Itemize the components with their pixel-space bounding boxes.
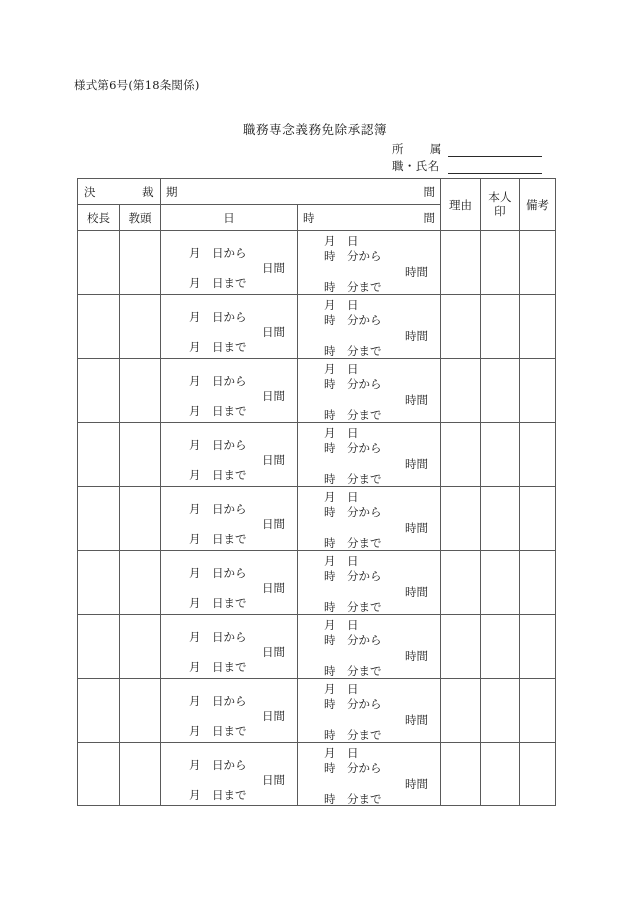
time-date-label: 月 日	[324, 234, 359, 248]
time-count-label: 時間	[405, 393, 428, 407]
time-from-label: 時 分から	[324, 761, 382, 775]
table-head	[78, 179, 556, 231]
cell-personal-seal[interactable]	[481, 295, 520, 359]
time-from-label: 時 分から	[324, 377, 382, 391]
day-to-label: 月 日まで	[189, 660, 247, 674]
time-left-char: 時	[303, 210, 315, 225]
cell-reason[interactable]	[441, 743, 481, 806]
time-to-label: 時 分まで	[324, 664, 382, 678]
cell-remarks[interactable]	[520, 743, 556, 806]
period-days-layout	[161, 295, 297, 358]
cell-remarks[interactable]	[520, 615, 556, 679]
time-date-label: 月 日	[324, 682, 359, 696]
time-count-label: 時間	[405, 521, 428, 535]
time-count-label: 時間	[405, 777, 428, 791]
cell-period-days[interactable]	[161, 615, 298, 679]
period-days-layout	[161, 679, 297, 742]
day-count-label: 日間	[262, 773, 285, 787]
kikan-left-char: 期	[166, 184, 178, 199]
day-count-label: 日間	[262, 645, 285, 659]
period-days-layout	[161, 359, 297, 422]
period-days-layout	[161, 423, 297, 486]
cell-kyoto-seal[interactable]	[120, 487, 161, 551]
cell-period-days[interactable]	[161, 551, 298, 615]
table-row	[78, 743, 556, 806]
table-row	[78, 615, 556, 679]
period-hours-layout	[298, 743, 440, 805]
cell-personal-seal[interactable]	[481, 615, 520, 679]
time-to-label: 時 分まで	[324, 728, 382, 742]
cell-kocho-seal[interactable]	[78, 615, 120, 679]
cell-kocho-seal[interactable]	[78, 359, 120, 423]
cell-period-days[interactable]	[161, 423, 298, 487]
cell-remarks[interactable]	[520, 551, 556, 615]
day-to-label: 月 日まで	[189, 724, 247, 738]
cell-period-hours[interactable]	[298, 551, 441, 615]
time-count-label: 時間	[405, 329, 428, 343]
cell-reason[interactable]	[441, 423, 481, 487]
day-count-label: 日間	[262, 517, 285, 531]
time-to-label: 時 分まで	[324, 344, 382, 358]
table-row	[78, 359, 556, 423]
cell-period-days[interactable]	[161, 487, 298, 551]
cell-kyoto-seal[interactable]	[120, 551, 161, 615]
day-from-label: 月 日から	[189, 374, 247, 388]
approval-ledger-table	[77, 178, 556, 806]
column-header-kikan	[161, 179, 441, 205]
column-header-kessai	[78, 179, 161, 205]
cell-period-hours[interactable]	[298, 359, 441, 423]
column-header-biko: 備考	[520, 179, 556, 231]
cell-personal-seal[interactable]	[481, 359, 520, 423]
table-header-row-1	[78, 179, 556, 205]
table-row	[78, 487, 556, 551]
column-header-day: 日	[161, 205, 298, 231]
column-header-kocho: 校長	[78, 205, 120, 231]
cell-kocho-seal[interactable]	[78, 295, 120, 359]
cell-reason[interactable]	[441, 295, 481, 359]
cell-kyoto-seal[interactable]	[120, 295, 161, 359]
column-header-honnin-in	[481, 179, 520, 231]
cell-personal-seal[interactable]	[481, 743, 520, 806]
affiliation-input[interactable]	[448, 143, 542, 157]
time-to-label: 時 分まで	[324, 408, 382, 422]
cell-remarks[interactable]	[520, 295, 556, 359]
time-to-label: 時 分まで	[324, 792, 382, 806]
honnin-line-1: 本人	[488, 190, 512, 205]
day-to-label: 月 日まで	[189, 532, 247, 546]
kikan-right-char: 間	[423, 184, 435, 199]
day-from-label: 月 日から	[189, 694, 247, 708]
cell-period-hours[interactable]	[298, 295, 441, 359]
time-date-label: 月 日	[324, 362, 359, 376]
day-to-label: 月 日まで	[189, 788, 247, 802]
time-from-label: 時 分から	[324, 569, 382, 583]
affiliation-label: 所 属	[392, 142, 442, 156]
table-row	[78, 423, 556, 487]
document-title: 職務専念義務免除承認簿	[242, 122, 388, 137]
day-count-label: 日間	[262, 709, 285, 723]
time-to-label: 時 分まで	[324, 472, 382, 486]
cell-kyoto-seal[interactable]	[120, 743, 161, 806]
day-count-label: 日間	[262, 453, 285, 467]
day-to-label: 月 日まで	[189, 276, 247, 290]
time-from-label: 時 分から	[324, 249, 382, 263]
column-header-kyoto: 教頭	[120, 205, 161, 231]
name-label: 職・氏名	[392, 159, 440, 173]
cell-remarks[interactable]	[520, 487, 556, 551]
time-count-label: 時間	[405, 713, 428, 727]
day-from-label: 月 日から	[189, 246, 247, 260]
day-count-label: 日間	[262, 389, 285, 403]
period-days-layout	[161, 615, 297, 678]
day-to-label: 月 日まで	[189, 468, 247, 482]
time-date-label: 月 日	[324, 618, 359, 632]
name-input[interactable]	[448, 160, 542, 174]
time-count-label: 時間	[405, 457, 428, 471]
day-from-label: 月 日から	[189, 502, 247, 516]
time-count-label: 時間	[405, 649, 428, 663]
time-date-label: 月 日	[324, 554, 359, 568]
cell-kyoto-seal[interactable]	[120, 615, 161, 679]
cell-kyoto-seal[interactable]	[120, 231, 161, 295]
time-from-label: 時 分から	[324, 441, 382, 455]
cell-period-hours[interactable]	[298, 231, 441, 295]
cell-reason[interactable]	[441, 487, 481, 551]
period-hours-layout	[298, 615, 440, 678]
column-header-riyu: 理由	[441, 179, 481, 231]
day-to-label: 月 日まで	[189, 596, 247, 610]
cell-period-days[interactable]	[161, 295, 298, 359]
cell-remarks[interactable]	[520, 231, 556, 295]
cell-period-days[interactable]	[161, 231, 298, 295]
cell-personal-seal[interactable]	[481, 551, 520, 615]
cell-reason[interactable]	[441, 615, 481, 679]
cell-reason[interactable]	[441, 679, 481, 743]
cell-remarks[interactable]	[520, 423, 556, 487]
day-to-label: 月 日まで	[189, 404, 247, 418]
cell-kocho-seal[interactable]	[78, 231, 120, 295]
time-from-label: 時 分から	[324, 697, 382, 711]
cell-reason[interactable]	[441, 359, 481, 423]
honnin-line-2: 印	[494, 203, 506, 218]
day-count-label: 日間	[262, 581, 285, 595]
time-date-label: 月 日	[324, 426, 359, 440]
cell-period-days[interactable]	[161, 743, 298, 806]
cell-remarks[interactable]	[520, 359, 556, 423]
day-from-label: 月 日から	[189, 438, 247, 452]
kessai-left-char: 決	[84, 184, 96, 199]
period-hours-layout	[298, 423, 440, 486]
day-count-label: 日間	[262, 325, 285, 339]
period-days-layout	[161, 231, 297, 294]
cell-kocho-seal[interactable]	[78, 743, 120, 806]
time-date-label: 月 日	[324, 490, 359, 504]
cell-period-days[interactable]	[161, 679, 298, 743]
day-from-label: 月 日から	[189, 566, 247, 580]
time-date-label: 月 日	[324, 298, 359, 312]
day-count-label: 日間	[262, 261, 285, 275]
time-to-label: 時 分まで	[324, 536, 382, 550]
cell-kocho-seal[interactable]	[78, 679, 120, 743]
period-days-layout	[161, 551, 297, 614]
table-row	[78, 295, 556, 359]
time-date-label: 月 日	[324, 746, 359, 760]
time-to-label: 時 分まで	[324, 600, 382, 614]
period-days-layout	[161, 487, 297, 550]
table-row	[78, 231, 556, 295]
form-number: 様式第6号(第18条関係)	[74, 78, 200, 92]
cell-period-hours[interactable]	[298, 487, 441, 551]
cell-period-hours[interactable]	[298, 423, 441, 487]
period-hours-layout	[298, 359, 440, 422]
time-count-label: 時間	[405, 585, 428, 599]
period-hours-layout	[298, 295, 440, 358]
day-to-label: 月 日まで	[189, 340, 247, 354]
approval-ledger-table-wrap	[77, 178, 555, 806]
cell-personal-seal[interactable]	[481, 679, 520, 743]
cell-kyoto-seal[interactable]	[120, 359, 161, 423]
cell-personal-seal[interactable]	[481, 231, 520, 295]
cell-kyoto-seal[interactable]	[120, 679, 161, 743]
cell-period-days[interactable]	[161, 359, 298, 423]
period-hours-layout	[298, 551, 440, 614]
period-hours-layout	[298, 487, 440, 550]
cell-remarks[interactable]	[520, 679, 556, 743]
cell-kocho-seal[interactable]	[78, 423, 120, 487]
cell-period-hours[interactable]	[298, 615, 441, 679]
cell-personal-seal[interactable]	[481, 423, 520, 487]
cell-kocho-seal[interactable]	[78, 551, 120, 615]
column-header-time	[298, 205, 441, 231]
time-right-char: 間	[423, 210, 435, 225]
day-from-label: 月 日から	[189, 630, 247, 644]
period-hours-layout	[298, 679, 440, 742]
cell-period-hours[interactable]	[298, 679, 441, 743]
cell-reason[interactable]	[441, 551, 481, 615]
time-from-label: 時 分から	[324, 313, 382, 327]
time-from-label: 時 分から	[324, 633, 382, 647]
cell-kyoto-seal[interactable]	[120, 423, 161, 487]
table-row	[78, 679, 556, 743]
header-fields	[392, 140, 542, 174]
time-count-label: 時間	[405, 265, 428, 279]
kessai-right-char: 裁	[142, 184, 154, 199]
table-body	[78, 231, 556, 806]
cell-personal-seal[interactable]	[481, 487, 520, 551]
table-row	[78, 551, 556, 615]
time-from-label: 時 分から	[324, 505, 382, 519]
cell-kocho-seal[interactable]	[78, 487, 120, 551]
cell-reason[interactable]	[441, 231, 481, 295]
day-from-label: 月 日から	[189, 758, 247, 772]
time-to-label: 時 分まで	[324, 280, 382, 294]
period-days-layout	[161, 743, 297, 805]
affiliation-field-row	[392, 140, 542, 157]
day-from-label: 月 日から	[189, 310, 247, 324]
period-hours-layout	[298, 231, 440, 294]
name-field-row	[392, 157, 542, 174]
cell-period-hours[interactable]	[298, 743, 441, 806]
